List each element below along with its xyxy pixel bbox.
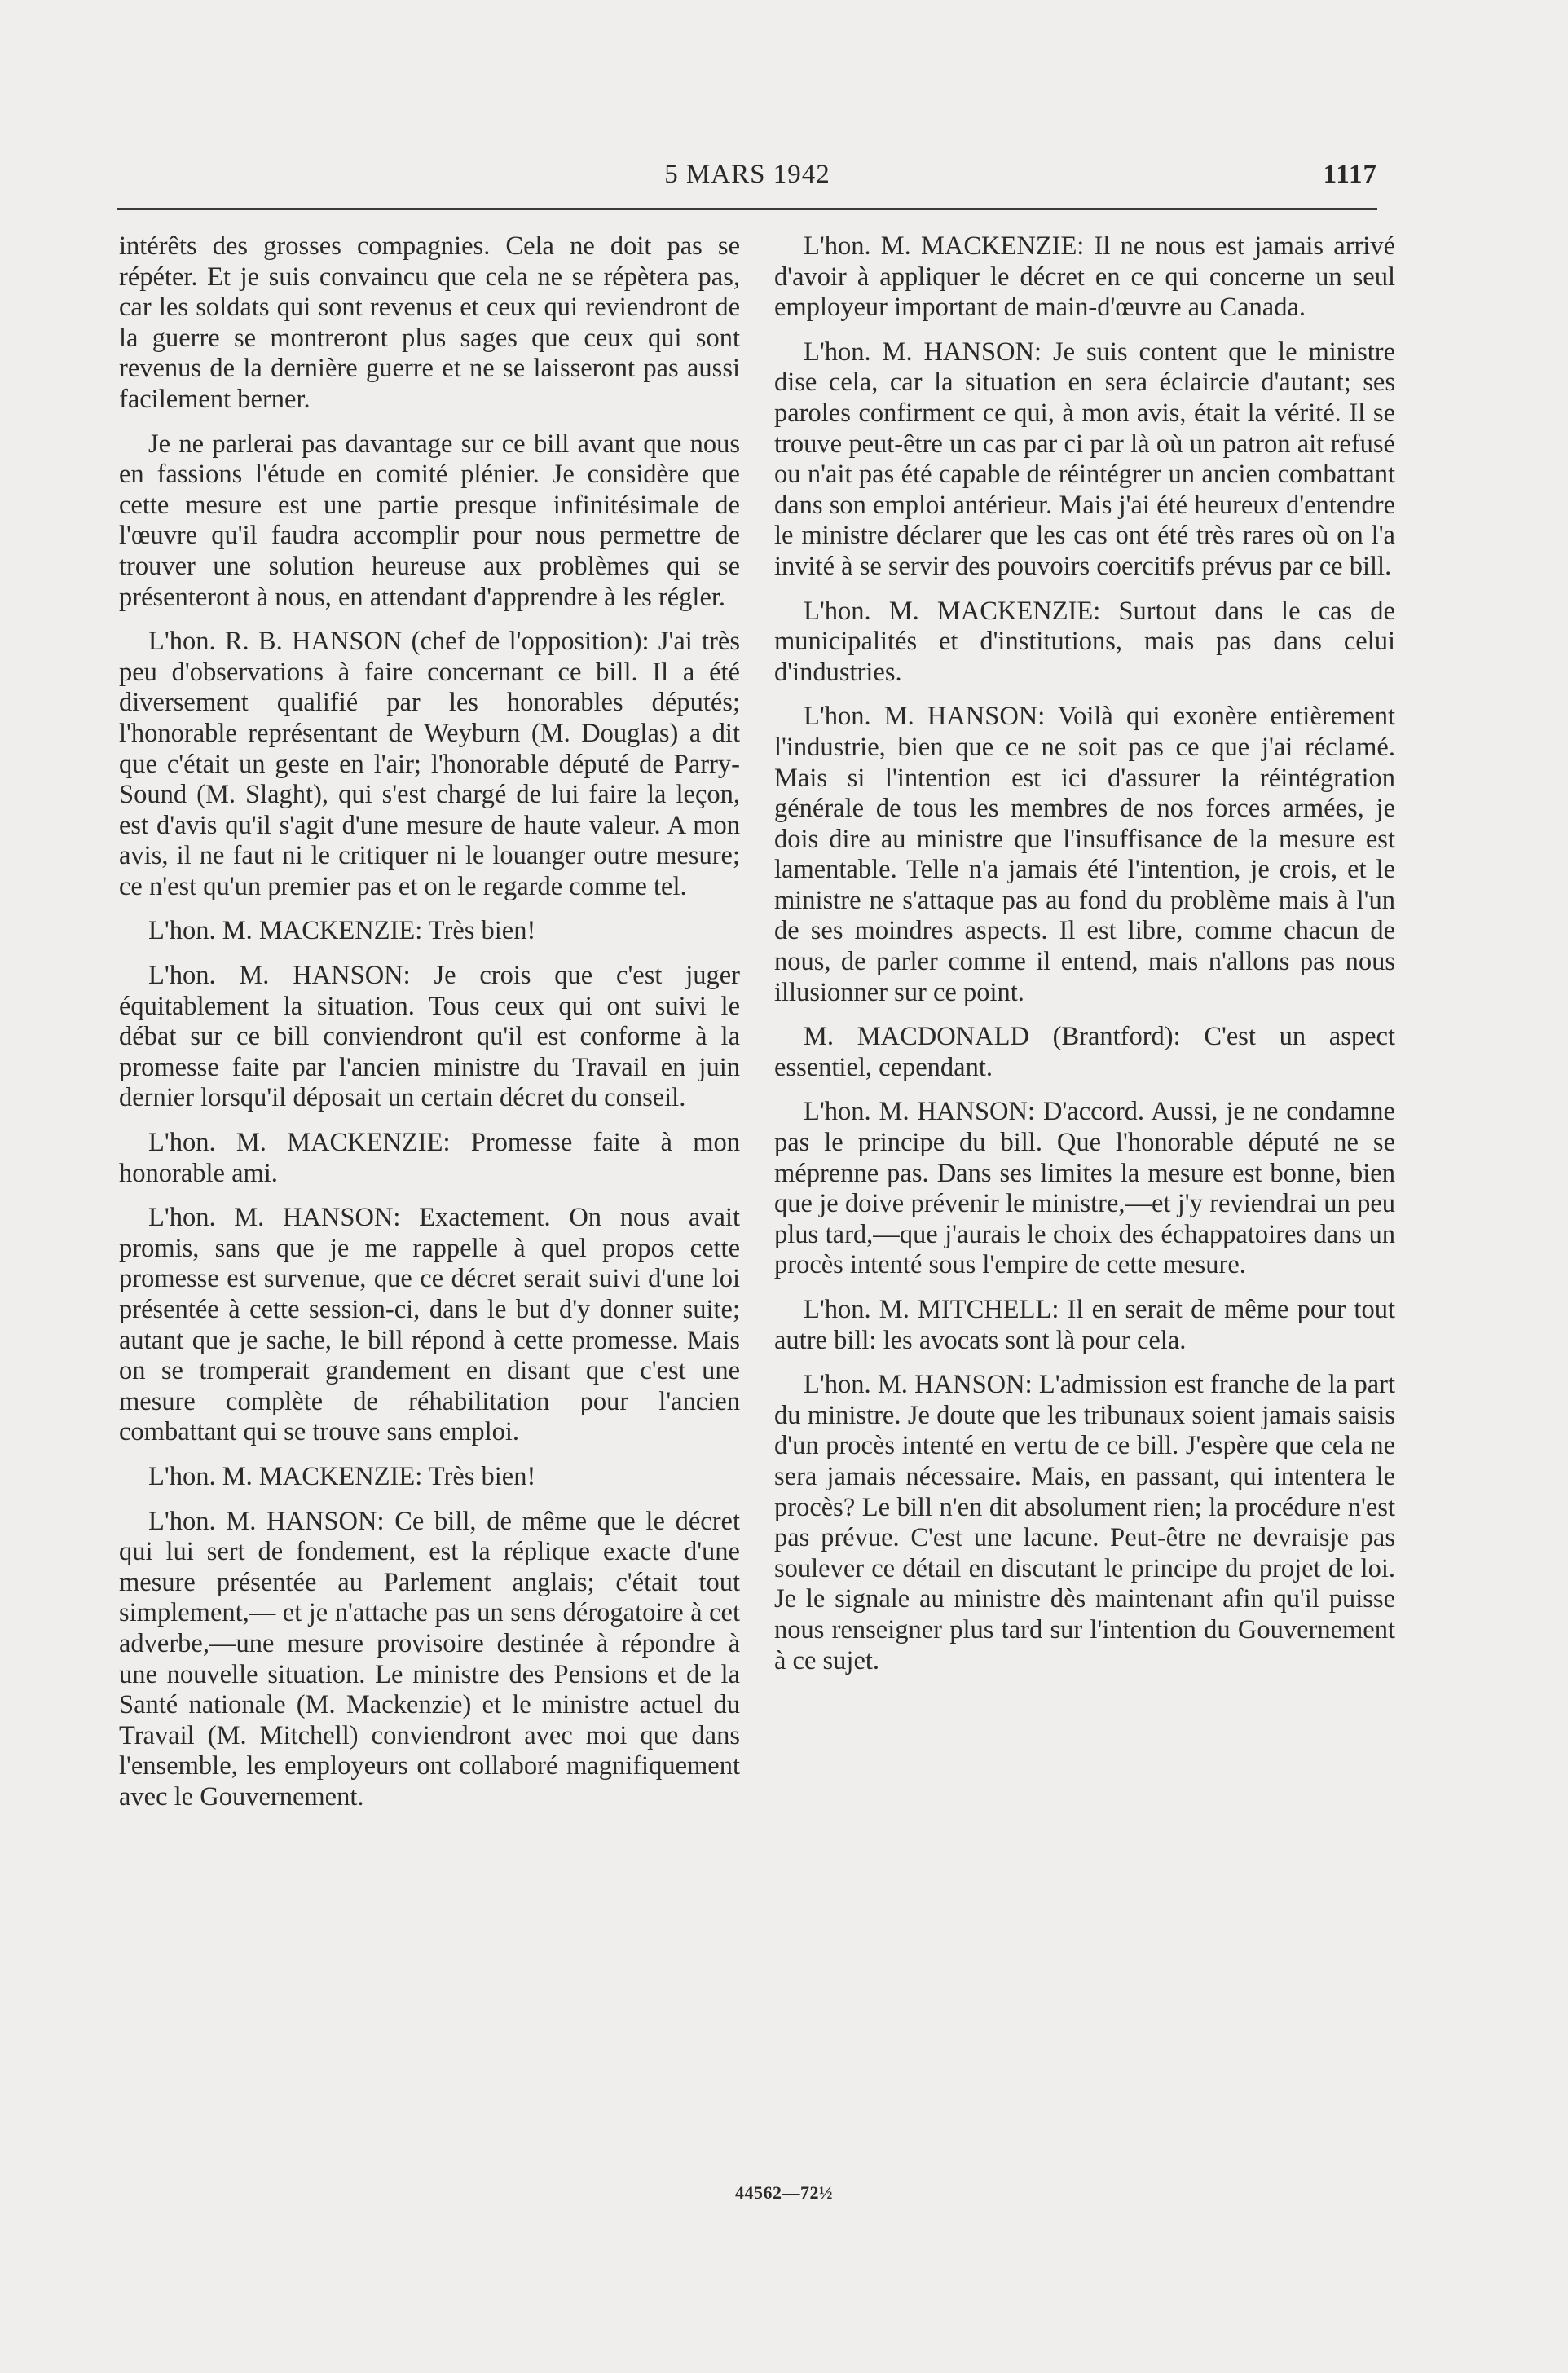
paragraph: L'hon. M. HANSON: Je suis content que le ministre dise cela, car la situation en sera éclaircie d'autant; ses paroles confirment ce qui, à mon avis, était la vérité. Il se trouve peut-être un cas par ci par là où un patron ait refusé ou n'ait pas été capable de réintégrer un ancien combattant dans son emploi antérieur. Mais j'ai été heureux d'entendre le ministre déclarer que les cas ont été très rares où on l'a invité à se servir des pouvoirs coercitifs prévus par ce bill. xyxy=(774,337,1395,581)
paragraph: L'hon. M. HANSON: Ce bill, de même que le décret qui lui sert de fondement, est la réplique exacte d'une mesure présentée au Parlement anglais; c'était tout simplement,— et je n'attache pas un sens dérogatoire à cet adverbe,—une mesure provisoire destinée à répondre à une nouvelle situation. Le ministre des Pensions et de la Santé nationale (M. Mackenzie) et le ministre actuel du Travail (M. Mitchell) conviendront avec moi que dans l'ensemble, les employeurs ont collaboré magnifiquement avec le Gouvernement. xyxy=(119,1506,740,1812)
left-column xyxy=(119,231,740,1827)
paragraph: L'hon. M. HANSON: L'admission est franche de la part du ministre. Je doute que les tribunaux soient jamais saisis d'un procès intenté en vertu de ce bill. J'espère que cela ne sera jamais nécessaire. Mais, en passant, qui intentera le procès? Le bill n'en dit absolument rien; la procédure n'est pas prévue. C'est une lacune. Peut-être ne devraisje pas soulever ce détail en discutant le principe du projet de loi. Je le signale au ministre dès maintenant afin qu'il puisse nous renseigner plus tard sur l'intention du Gouvernement à ce sujet. xyxy=(774,1370,1395,1675)
paragraph: L'hon. M. MACKENZIE: Très bien! xyxy=(148,1461,536,1491)
paragraph: L'hon. M. HANSON: D'accord. Aussi, je ne condamne pas le principe du bill. Que l'honorable député ne se méprenne pas. Dans ses limites la mesure est bonne, bien que je doive prévenir le ministre,—et j'y reviendrai un peu plus tard,—que j'aurais le choix des échappatoires dans un procès intenté sous l'empire de cette mesure. xyxy=(774,1097,1395,1280)
paragraph: intérêts des grosses compagnies. Cela ne doit pas se répéter. Et je suis convaincu que cela ne se répètera pas, car les soldats qui sont revenus et ceux qui reviendront de la guerre se montreront plus sages que ceux qui sont revenus de la dernière guerre et ne se laisseront pas aussi facilement berner. xyxy=(119,231,740,414)
right-column xyxy=(774,231,1395,1690)
paragraph: L'hon. R. B. HANSON (chef de l'opposition): J'ai très peu d'observations à faire concernant ce bill. Il a été diversement qualifié par les honorables députés; l'honorable représentant de Weyburn (M. Douglas) a dit que c'était un geste en l'air; l'honorable député de Parry-Sound (M. Slaght), qui s'est chargé de lui faire la leçon, est d'avis qu'il s'agit d'une mesure de haute valeur. A mon avis, il ne faut ni le critiquer ni le louanger outre mesure; ce n'est qu'un premier pas et on le regarde comme tel. xyxy=(119,627,740,901)
printer-code: 44562—72½ xyxy=(735,2182,833,2203)
page-number: 1117 xyxy=(1323,160,1377,189)
paragraph: L'hon. M. MITCHELL: Il en serait de même pour tout autre bill: les avocats sont là pour cela. xyxy=(774,1295,1395,1355)
running-head xyxy=(117,160,1377,200)
paragraph: L'hon. M. MACKENZIE: Très bien! xyxy=(148,916,536,946)
paragraph: L'hon. M. MACKENZIE: Promesse faite à mon honorable ami. xyxy=(119,1128,740,1188)
paragraph: L'hon. M. HANSON: Voilà qui exonère entièrement l'industrie, bien que ce ne soit pas ce que j'ai réclamé. Mais si l'intention est ici d'assurer la réintégration générale de tous les membres de nos forces armées, je dois dire au ministre que l'insuffisance de la mesure est lamentable. Telle n'a jamais été l'intention, je crois, et le ministre ne s'attaque pas au fond du problème mais à l'un de ses moindres aspects. Il est libre, comme chacun de nous, de parler comme il entend, mais n'allons pas nous illusionner sur ce point. xyxy=(774,702,1395,1007)
paragraph: L'hon. M. MACKENZIE: Surtout dans le cas de municipalités et d'institutions, mais pas dans celui d'industries. xyxy=(774,596,1395,687)
page-date: 5 MARS 1942 xyxy=(664,160,830,189)
paragraph: L'hon. M. MACKENZIE: Il ne nous est jamais arrivé d'avoir à appliquer le décret en ce qui concerne un seul employeur important de main-d'œuvre au Canada. xyxy=(774,231,1395,323)
header-rule xyxy=(117,208,1377,210)
paragraph: L'hon. M. HANSON: Je crois que c'est juger équitablement la situation. Tous ceux qui ont suivi le débat sur ce bill conviendront qu'il est conforme à la promesse faite par l'ancien ministre du Travail en juin dernier lorsqu'il déposait un certain décret du conseil. xyxy=(119,961,740,1113)
paragraph: M. MACDONALD (Brantford): C'est un aspect essentiel, cependant. xyxy=(774,1022,1395,1082)
paragraph: L'hon. M. HANSON: Exactement. On nous avait promis, sans que je me rappelle à quel propos cette promesse est survenue, que ce décret serait suivi d'une loi présentée à cette session-ci, dans le but d'y donner suite; autant que je sache, le bill répond à cette promesse. Mais on se tromperait grandement en disant que c'est une mesure complète de réhabilitation pour l'ancien combattant qui se trouve sans emploi. xyxy=(119,1203,740,1447)
paragraph: Je ne parlerai pas davantage sur ce bill avant que nous en fassions l'étude en comité plénier. Je considère que cette mesure est une partie presque infinitésimale de l'œuvre qu'il faudra accomplir pour nous permettre de trouver une solution heureuse aux problèmes qui se présenteront à nous, en attendant d'apprendre à les régler. xyxy=(119,429,740,612)
